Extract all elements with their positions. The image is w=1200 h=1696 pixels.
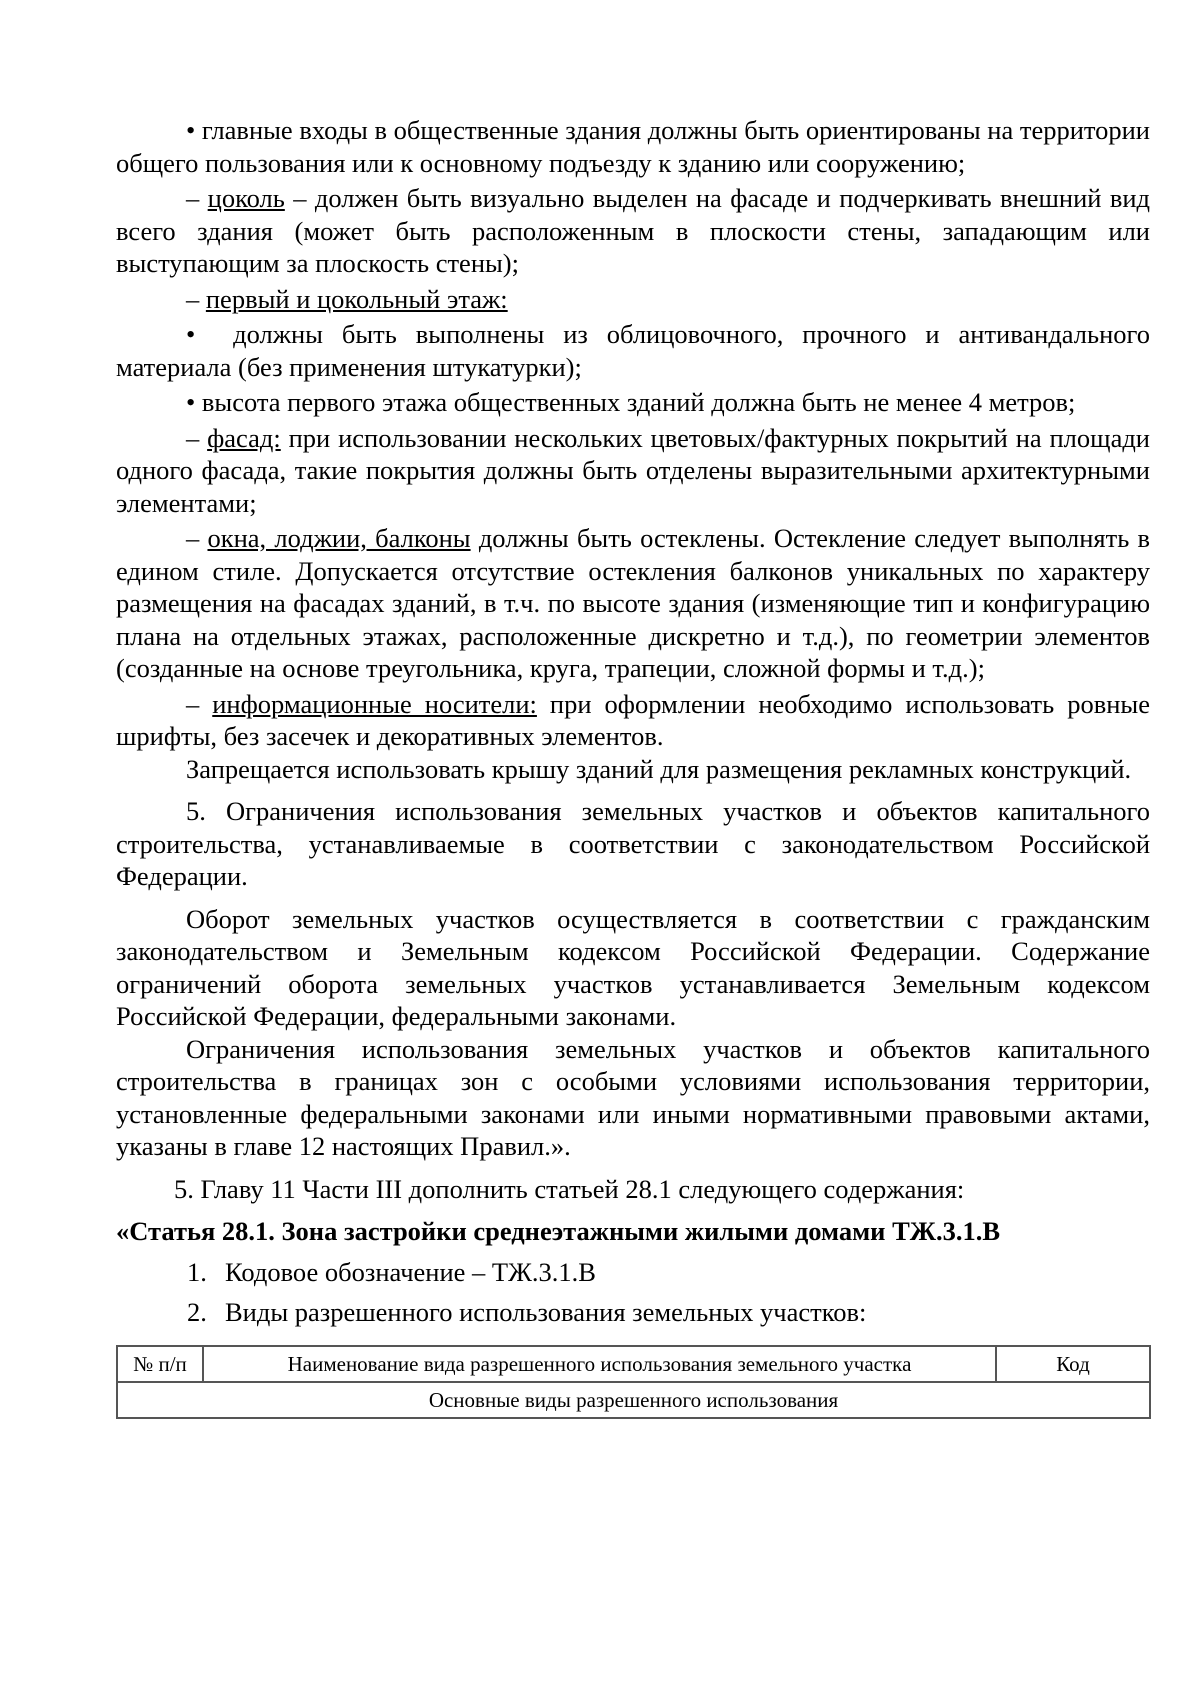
paragraph-plinth: – цоколь – должен быть визуально выделен на фасаде и подчеркивать внешний вид всего здания (может быть расположенным в плоскости стены, западающим или выступающим за плоскость стены); xyxy=(116,183,1151,278)
paragraph-land-turnover: Оборот земельных участков осуществляется в соответствии с гражданским законодательством и Земельным кодексом Российской Федерации. Содержание ограничений оборота земельных участков устанавливается Земельным кодексом Российской Федерации, федеральными законами. xyxy=(116,903,1150,1031)
term-facade: фасад: xyxy=(207,422,281,453)
table-row xyxy=(117,1382,1150,1418)
list-item: 1. Кодовое обозначение – ТЖ.3.1.В xyxy=(187,1256,596,1287)
header-cell-name: Наименование вида разрешенного использования земельного участка xyxy=(203,1346,996,1382)
paragraph-first-floor-height: • высота первого этажа общественных зданий должна быть не менее 4 метров; xyxy=(116,386,1150,419)
term-ground-floor: первый и цокольный этаж: xyxy=(205,283,508,314)
term-plinth: цоколь xyxy=(207,183,285,213)
table-header-row xyxy=(117,1346,1150,1382)
paragraph-amendment: 5. Главу 11 Части III дополнить статьей 28.1 следующего содержания: xyxy=(174,1173,965,1204)
paragraph-facing-material: • должны быть выполнены из облицовочного, прочного и антивандального материала (без применения штукатурки); xyxy=(116,318,1150,383)
paragraph-facade: – фасад: при использовании нескольких цветовых/фактурных покрытий на площади одного фасада, такие покрытия должны быть отделены выразительными архитектурными элементами; xyxy=(116,422,1150,518)
term-info-carriers: информационные носители: xyxy=(212,688,537,719)
list-item: 2. Виды разрешенного использования земельных участков: xyxy=(187,1297,867,1327)
paragraph-section-5: 5. Ограничения использования земельных участков и объектов капитального строительства, устанавливаемые в соответствии с законодательством Российской Федерации. xyxy=(116,796,1150,891)
paragraph-windows: – окна, лоджии, балконы должны быть остеклены. Остекление следует выполнять в едином стиле. Допускается отсутствие остекления балконов уникальных по характеру размещения на фасадах зданий, в т.ч. по высоте здания (изменяющие тип и конфигурацию плана на отдельных этажах, расположенные дискретно и т.д.), по геометрии элементов (созданные на основе треугольника, круга, трапеции, сложной формы и т.д.); xyxy=(116,523,1151,683)
paragraph-main-entrances: • главные входы в общественные здания должны быть ориентированы на территории общего пользования или к основному подъезду к зданию или сооружению; xyxy=(116,114,1150,179)
header-cell-code: Код xyxy=(996,1346,1150,1382)
article-heading: «Статья 28.1. Зона застройки среднеэтажными жилыми домами ТЖ.3.1.В xyxy=(116,1216,1000,1246)
paragraph-info-carriers: – информационные носители: при оформлении необходимо использовать ровные шрифты, без засечек и декоративных элементов. xyxy=(116,688,1150,751)
land-use-table xyxy=(116,1345,1151,1419)
paragraph-roof-ban: Запрещается использовать крышу зданий для размещения рекламных конструкций. xyxy=(186,753,1132,784)
term-windows: окна, лоджии, балконы xyxy=(207,523,471,553)
paragraph-ground-floor: – первый и цокольный этаж: xyxy=(186,283,508,314)
section-row-main-uses: Основные виды разрешенного использования xyxy=(117,1382,1150,1418)
header-cell-number: № п/п xyxy=(117,1346,203,1382)
paragraph-restrictions: Ограничения использования земельных участков и объектов капитального строительства в границах зон с особыми условиями использования территории, установленные федеральными законами или иными нормативными правовыми актами, указаны в главе 12 настоящих Правил.». xyxy=(116,1033,1150,1161)
